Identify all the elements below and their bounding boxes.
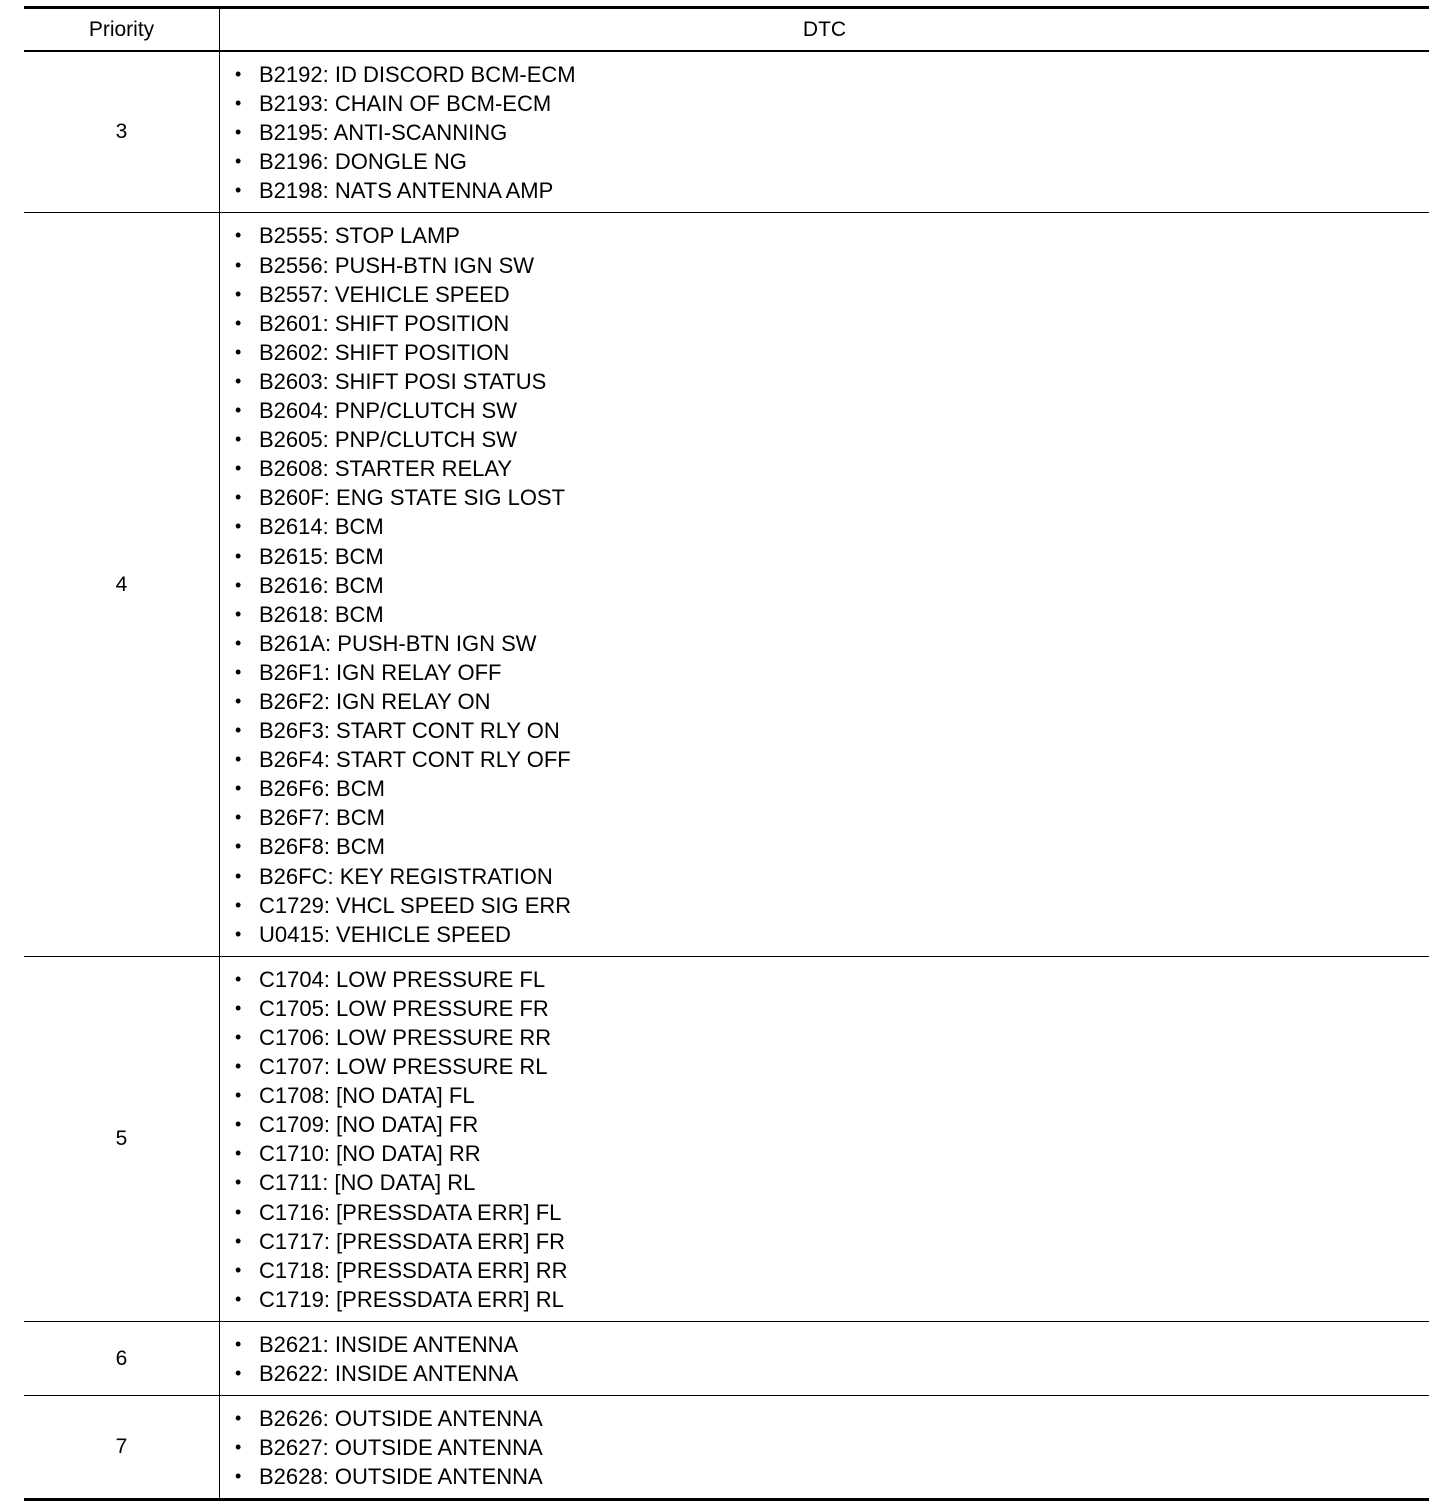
- priority-cell: 3: [24, 51, 220, 213]
- dtc-list-item: • B2195: ANTI-SCANNING: [235, 118, 1429, 147]
- dtc-list-item: • B26FC: KEY REGISTRATION: [235, 862, 1429, 891]
- dtc-list: [220, 965, 1429, 1314]
- dtc-column-header: DTC: [220, 8, 1430, 52]
- dtc-list-item: • B2604: PNP/CLUTCH SW: [235, 396, 1429, 425]
- dtc-list-item: • B2614: BCM: [235, 512, 1429, 541]
- priority-cell: 4: [24, 213, 220, 956]
- dtc-list-item: • C1718: [PRESSDATA ERR] RR: [235, 1256, 1429, 1285]
- table-row: [24, 51, 1429, 213]
- dtc-list-item: • B2557: VEHICLE SPEED: [235, 280, 1429, 309]
- dtc-list-item: • B2626: OUTSIDE ANTENNA: [235, 1404, 1429, 1433]
- dtc-list-item: • C1717: [PRESSDATA ERR] FR: [235, 1227, 1429, 1256]
- priority-cell: 7: [24, 1396, 220, 1500]
- dtc-list-item: • B26F8: BCM: [235, 832, 1429, 861]
- dtc-list-item: • B2608: STARTER RELAY: [235, 454, 1429, 483]
- dtc-list-item: • B2616: BCM: [235, 571, 1429, 600]
- dtc-list-item: • B261A: PUSH-BTN IGN SW: [235, 629, 1429, 658]
- priority-column-header: Priority: [24, 8, 220, 52]
- dtc-list-item: • C1707: LOW PRESSURE RL: [235, 1052, 1429, 1081]
- table-body: [24, 51, 1429, 1500]
- dtc-priority-table: [24, 6, 1429, 1501]
- dtc-list-item: • B2555: STOP LAMP: [235, 221, 1429, 250]
- dtc-list-item: • C1729: VHCL SPEED SIG ERR: [235, 891, 1429, 920]
- dtc-list: [220, 1404, 1429, 1491]
- priority-cell: 6: [24, 1321, 220, 1395]
- dtc-list-item: • B2615: BCM: [235, 542, 1429, 571]
- dtc-list-item: • U0415: VEHICLE SPEED: [235, 920, 1429, 949]
- dtc-list-item: • B2198: NATS ANTENNA AMP: [235, 176, 1429, 205]
- dtc-list: [220, 1330, 1429, 1388]
- table-row: [24, 213, 1429, 956]
- table-row: [24, 1396, 1429, 1500]
- dtc-list-item: • C1711: [NO DATA] RL: [235, 1168, 1429, 1197]
- dtc-list-item: • B260F: ENG STATE SIG LOST: [235, 483, 1429, 512]
- dtc-list-item: • B2601: SHIFT POSITION: [235, 309, 1429, 338]
- dtc-list-item: • B2621: INSIDE ANTENNA: [235, 1330, 1429, 1359]
- dtc-list-item: • B2192: ID DISCORD BCM-ECM: [235, 60, 1429, 89]
- dtc-list: [220, 60, 1429, 205]
- dtc-cell: [220, 1396, 1430, 1500]
- dtc-list-item: • B2196: DONGLE NG: [235, 147, 1429, 176]
- dtc-list-item: • B2193: CHAIN OF BCM-ECM: [235, 89, 1429, 118]
- dtc-list-item: • B2556: PUSH-BTN IGN SW: [235, 251, 1429, 280]
- dtc-list-item: • B26F6: BCM: [235, 774, 1429, 803]
- dtc-cell: [220, 51, 1430, 213]
- dtc-list-item: • B2618: BCM: [235, 600, 1429, 629]
- priority-cell: 5: [24, 956, 220, 1321]
- dtc-list-item: • C1708: [NO DATA] FL: [235, 1081, 1429, 1110]
- dtc-list-item: • C1704: LOW PRESSURE FL: [235, 965, 1429, 994]
- dtc-cell: [220, 213, 1430, 956]
- dtc-cell: [220, 956, 1430, 1321]
- header-row: [24, 8, 1429, 52]
- dtc-list-item: • C1719: [PRESSDATA ERR] RL: [235, 1285, 1429, 1314]
- dtc-list-item: • C1716: [PRESSDATA ERR] FL: [235, 1198, 1429, 1227]
- table-header: [24, 8, 1429, 52]
- dtc-list-item: • B26F7: BCM: [235, 803, 1429, 832]
- dtc-list: [220, 221, 1429, 948]
- dtc-list-item: • B2605: PNP/CLUTCH SW: [235, 425, 1429, 454]
- dtc-list-item: • C1705: LOW PRESSURE FR: [235, 994, 1429, 1023]
- dtc-list-item: • B2622: INSIDE ANTENNA: [235, 1359, 1429, 1388]
- dtc-list-item: • B26F4: START CONT RLY OFF: [235, 745, 1429, 774]
- table-row: [24, 956, 1429, 1321]
- dtc-list-item: • B2627: OUTSIDE ANTENNA: [235, 1433, 1429, 1462]
- dtc-list-item: • B2603: SHIFT POSI STATUS: [235, 367, 1429, 396]
- dtc-list-item: • B26F3: START CONT RLY ON: [235, 716, 1429, 745]
- dtc-list-item: • C1710: [NO DATA] RR: [235, 1139, 1429, 1168]
- dtc-list-item: • B2602: SHIFT POSITION: [235, 338, 1429, 367]
- dtc-cell: [220, 1321, 1430, 1395]
- dtc-list-item: • B2628: OUTSIDE ANTENNA: [235, 1462, 1429, 1491]
- dtc-list-item: • C1709: [NO DATA] FR: [235, 1110, 1429, 1139]
- table-row: [24, 1321, 1429, 1395]
- dtc-list-item: • B26F2: IGN RELAY ON: [235, 687, 1429, 716]
- dtc-list-item: • B26F1: IGN RELAY OFF: [235, 658, 1429, 687]
- dtc-list-item: • C1706: LOW PRESSURE RR: [235, 1023, 1429, 1052]
